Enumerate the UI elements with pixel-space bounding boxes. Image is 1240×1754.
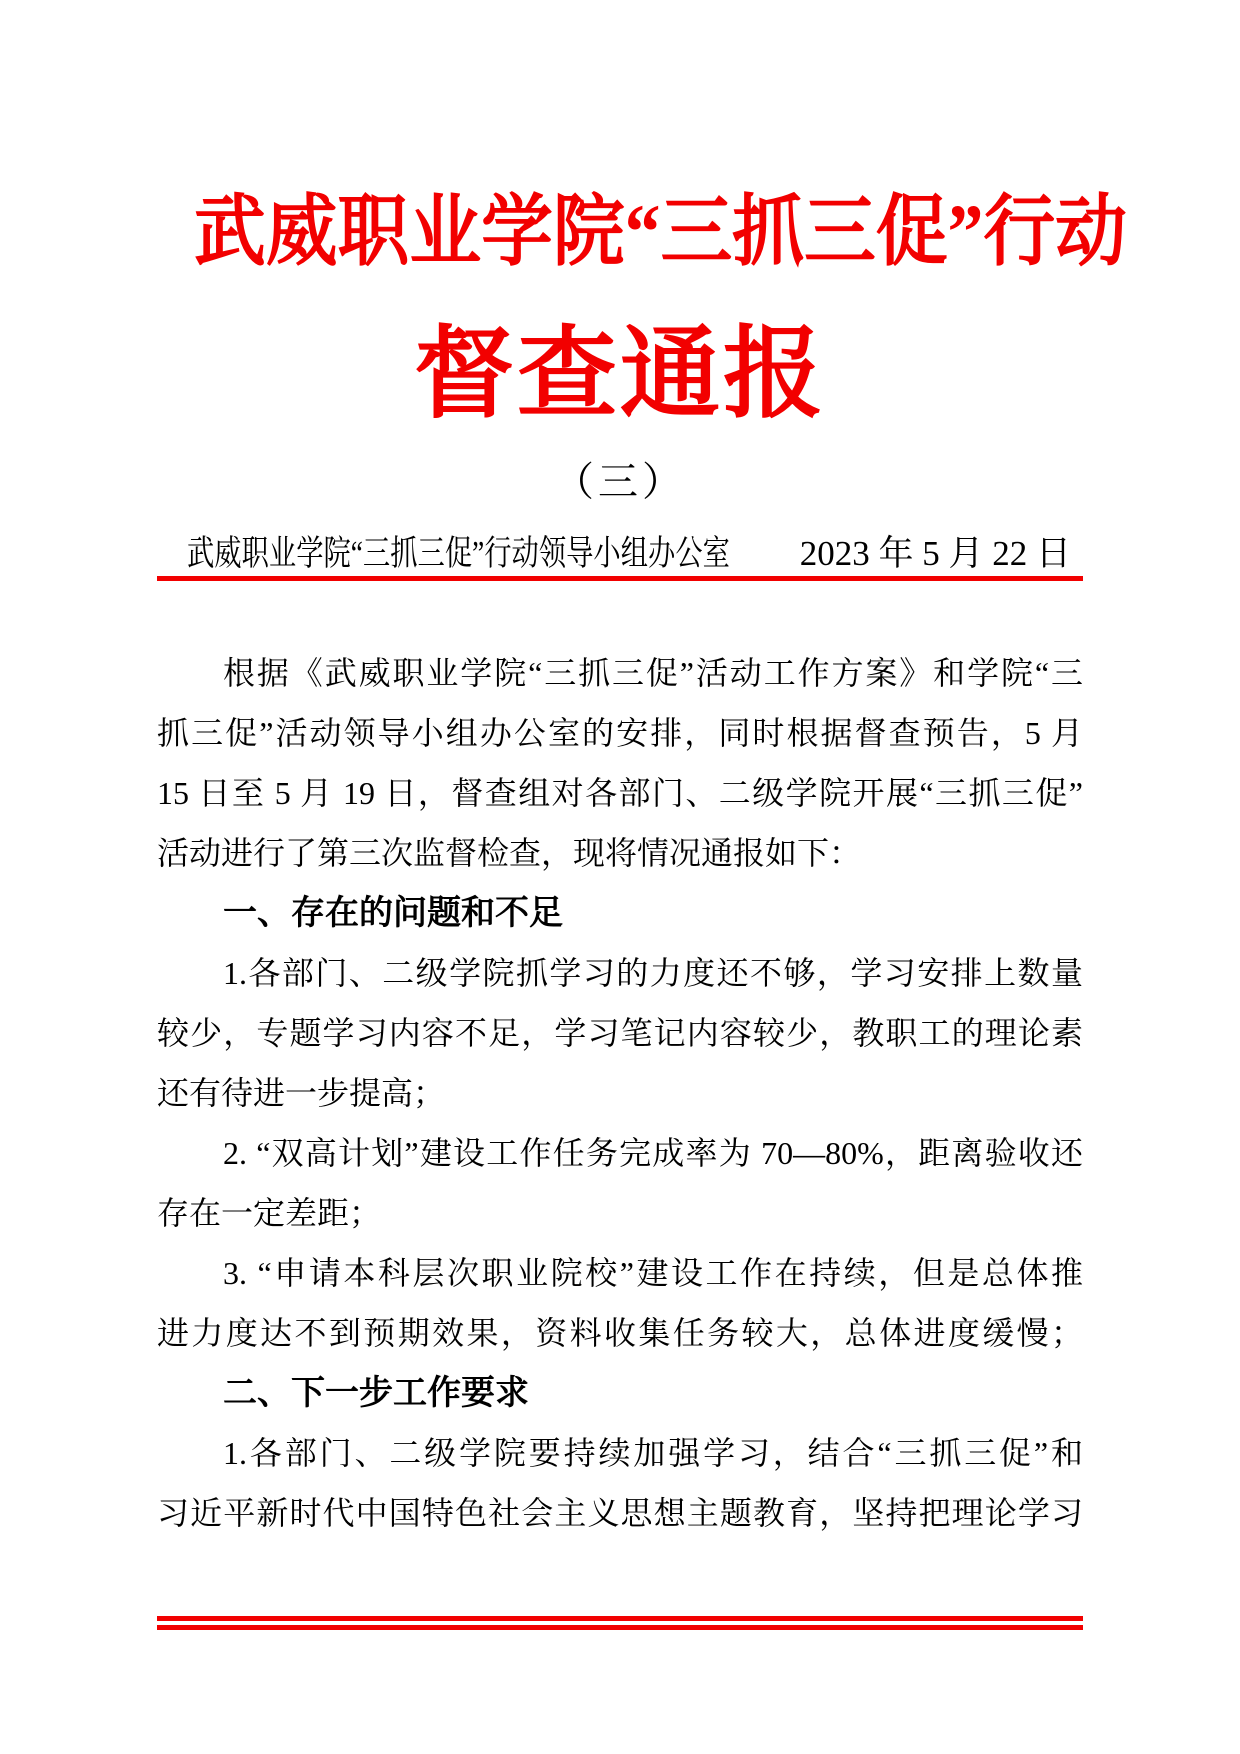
section-heading: 二、下一步工作要求 [223,1374,529,1412]
issue-date: 2023 年 5 月 22 日 [799,534,1071,573]
section-heading: 一、存在的问题和不足 [223,894,563,932]
body-line: 1.各部门、二级学院要持续加强学习，结合“三抓三促”和 [223,1435,1083,1471]
body-line: 抓三促”活动领导小组办公室的安排，同时根据督查预告，5 月 [157,715,1083,751]
issuing-office: 武威职业学院“三抓三促”行动领导小组办公室 [187,534,730,573]
document-title-line2: 督查通报 [414,319,826,430]
body-line: 根据《武威职业学院“三抓三促”活动工作方案》和学院“三 [223,655,1083,691]
document-title-line1: 武威职业学院“三抓三促”行动 [194,188,1127,275]
header-red-divider [157,576,1083,581]
body-line: 习近平新时代中国特色社会主义思想主题教育，坚持把理论学习 [157,1495,1083,1531]
footer-red-line-bottom [157,1625,1083,1630]
body-line: 进力度达不到预期效果，资料收集任务较大，总体进度缓慢； [157,1315,1083,1351]
document-body [157,643,1083,1543]
byline-row [157,530,1083,578]
footer-double-red-line [157,1616,1083,1630]
body-line: 3. “申请本科层次职业院校”建设工作在持续，但是总体推 [223,1255,1083,1291]
body-line: 2. “双高计划”建设工作任务完成率为 70—80%，距离验收还 [223,1135,1083,1171]
body-line: 1.各部门、二级学院抓学习的力度还不够，学习安排上数量 [223,955,1083,991]
body-line: 还有待进一步提高； [157,1075,446,1111]
body-line: 活动进行了第三次监督检查，现将情况通报如下： [157,835,862,871]
body-line: 存在一定差距； [157,1195,382,1231]
body-line: 15 日至 5 月 19 日，督查组对各部门、二级学院开展“三抓三促” [157,775,1083,811]
issue-number: （三） [554,459,686,504]
footer-red-line-top [157,1616,1083,1621]
body-line: 较少，专题学习内容不足，学习笔记内容较少，教职工的理论素 [157,1015,1083,1051]
